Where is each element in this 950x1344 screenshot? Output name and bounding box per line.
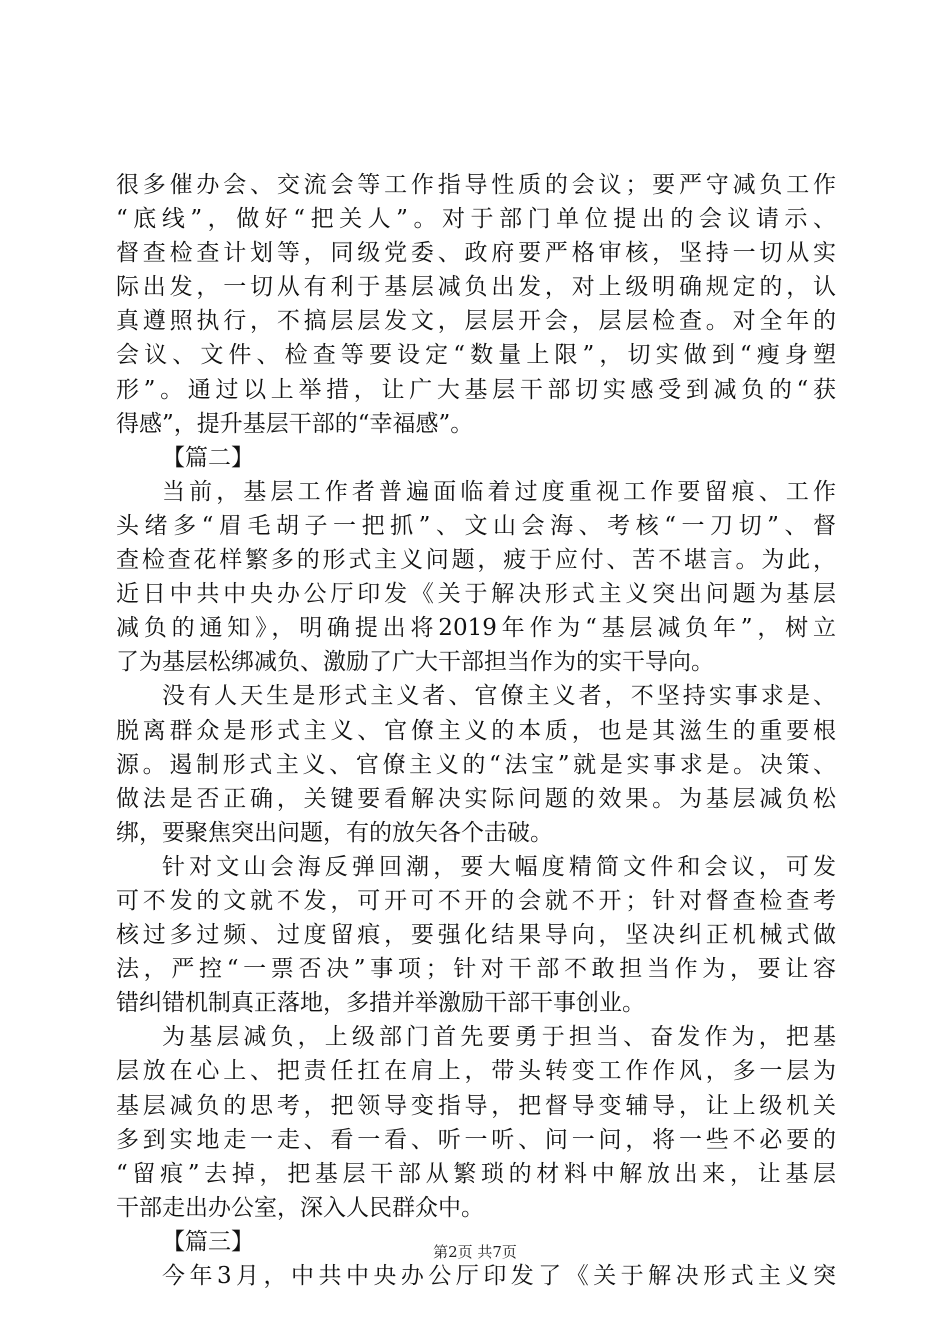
text-line: 形”。通过以上举措，让广大基层干部切实感受到减负的“获: [116, 376, 836, 403]
text-line: 减负的通知》，明确提出将2019年作为“基层减负年”，树立: [116, 615, 836, 642]
text-line: “留痕”去掉，把基层干部从繁琐的材料中解放出来，让基层: [116, 1160, 836, 1187]
text-line: 源。遏制形式主义、官僚主义的“法宝”就是实事求是。决策、: [116, 751, 836, 778]
text-line: 际出发，一切从有利于基层减负出发，对上级明确规定的，认: [116, 274, 836, 301]
text-line: “底线”，做好“把关人”。对于部门单位提出的会议请示、: [116, 206, 836, 233]
text-line: 没有人天生是形式主义者、官僚主义者，不坚持实事求是、: [162, 683, 836, 710]
text-line: 查检查花样繁多的形式主义问题，疲于应付、苦不堪言。为此，: [116, 547, 836, 574]
text-line: 当前，基层工作者普遍面临着过度重视工作要留痕、工作: [162, 478, 836, 505]
text-line: 可不发的文就不发，可开可不开的会就不开；针对督查检查考: [116, 887, 836, 914]
text-line: 为基层减负，上级部门首先要勇于担当、奋发作为，把基: [162, 1024, 836, 1051]
text-line: 法，严控“一票否决”事项；针对干部不敢担当作为，要让容: [116, 956, 836, 983]
text-line: 得感”，提升基层干部的“幸福感”。: [116, 410, 474, 437]
text-line: 基层减负的思考，把领导变指导，把督导变辅导，让上级机关: [116, 1092, 836, 1119]
page-number-footer: 第2页 共7页: [433, 1243, 517, 1261]
text-line: 核过多过频、过度留痕，要强化结果导向，坚决纠正机械式做: [116, 922, 836, 949]
text-line: 头绪多“眉毛胡子一把抓”、文山会海、考核“一刀切”、督: [116, 512, 836, 539]
text-line: 会议、文件、检查等要设定“数量上限”，切实做到“瘦身塑: [116, 342, 836, 369]
text-line: 绑，要聚焦突出问题，有的放矢各个击破。: [116, 819, 553, 846]
document-body: [116, 168, 836, 1293]
text-line: 脱离群众是形式主义、官僚主义的本质，也是其滋生的重要根: [116, 717, 836, 744]
text-line: 多到实地走一走、看一看、听一听、问一问，将一些不必要的: [116, 1126, 836, 1153]
text-line: 真遵照执行，不搞层层发文，层层开会，层层检查。对全年的: [116, 308, 836, 335]
text-line: 今年3月，中共中央办公厅印发了《关于解决形式主义突: [162, 1263, 836, 1289]
text-line: 干部走出办公室，深入人民群众中。: [116, 1194, 484, 1221]
text-line: 层放在心上、把责任扛在肩上，带头转变工作作风，多一层为: [116, 1058, 836, 1085]
text-line: 针对文山会海反弹回潮，要大幅度精简文件和会议，可发: [162, 853, 836, 880]
text-line: 做法是否正确，关键要看解决实际问题的效果。为基层减负松: [116, 785, 836, 812]
text-line: 很多催办会、交流会等工作指导性质的会议；要严守减负工作: [116, 172, 836, 198]
text-line: 错纠错机制真正落地，多措并举激励干部干事创业。: [116, 990, 645, 1017]
section-heading: 【篇二】: [162, 444, 254, 471]
section-heading: 【篇三】: [162, 1228, 254, 1255]
text-line: 近日中共中央办公厅印发《关于解决形式主义突出问题为基层: [116, 581, 836, 608]
text-line: 了为基层松绑减负、激励了广大干部担当作为的实干导向。: [116, 649, 714, 676]
text-line: 督查检查计划等，同级党委、政府要严格审核，坚持一切从实: [116, 240, 836, 267]
